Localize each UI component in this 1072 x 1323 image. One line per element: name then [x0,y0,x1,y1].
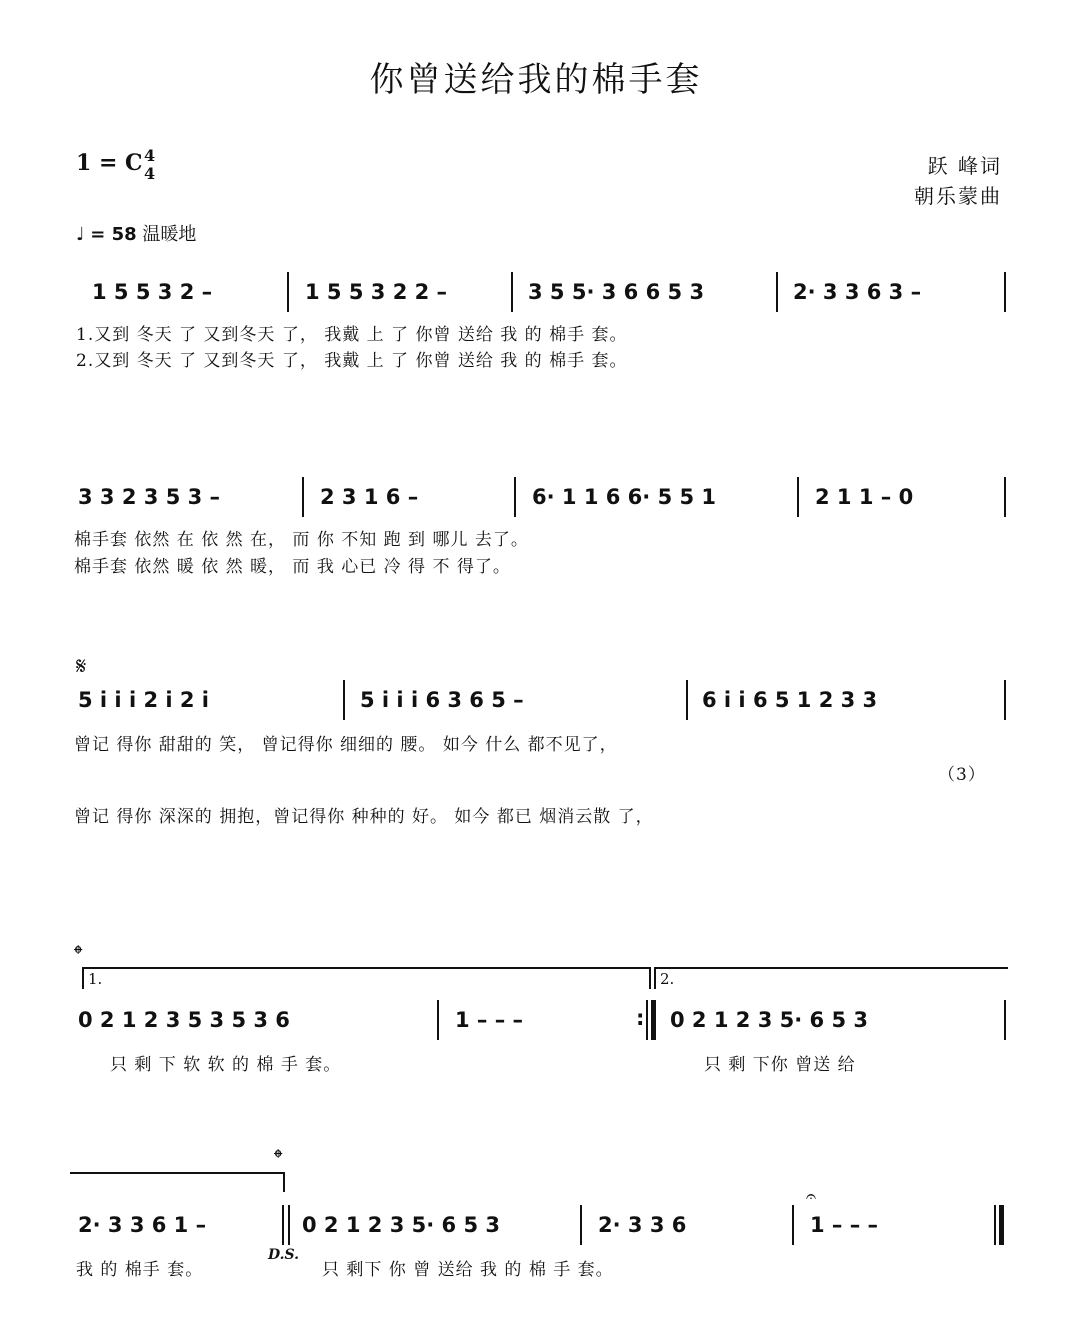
coda-icon: 𝄌 [274,1144,283,1172]
barline [1004,680,1006,720]
lyric-verse-2: 棉手套 依然 暖 依 然 暖， 而 我 心已 冷 得 不 得了。 [74,557,511,577]
volta-bracket-edge [654,967,656,989]
measure: 2· 3 3 6 1 – [78,1213,207,1237]
measure: 5 i i i 2 i 2 i [78,688,210,712]
measure: 1 – – – [810,1213,879,1237]
measure: 3 3 2 3 5 3 – [78,485,221,509]
lyric-verse-2: 2.又到 冬天 了 又到冬天 了， 我戴 上 了 你曾 送给 我 的 棉手 套。 [76,351,628,371]
segno-icon: 𝄋 [76,652,87,680]
barline [1004,1000,1006,1040]
barline [686,680,688,720]
measure: 2 3 1 6 – [320,485,419,509]
alt-note: （3） [938,765,986,785]
composer: 朝乐蒙曲 [914,184,1002,208]
tempo-value: = 58 [90,224,137,245]
final-barline [999,1205,1004,1245]
lyric-verse-1: 曾记 得你 甜甜的 笑， 曾记得你 细细的 腰。 如今 什么 都不见了， [74,735,618,755]
measure: 6 i i 6 5 1 2 3 3 [702,688,878,712]
fermata-icon: 𝄐 [806,1186,817,1207]
measure: 0 2 1 2 3 5· 6 5 3 [670,1008,868,1032]
lyric-line: 只 剩 下你 曾送 给 [704,1055,856,1075]
volta-2-label: 2. [660,970,675,988]
barline [511,272,513,312]
measure: 6· 1 1 6 6· 5 5 1 [532,485,717,509]
volta-bracket-edge [82,967,84,989]
measure: 2 1 1 – 0 [815,485,914,509]
barline [1004,272,1006,312]
time-top: 4 [144,146,156,165]
volta-bracket-edge [283,1172,285,1192]
barline [580,1205,582,1245]
quarter-note-icon: ♩ [76,224,85,245]
barline [302,477,304,517]
lyric-line: 我 的 棉手 套。 [76,1260,204,1280]
measure: 3 5 5· 3 6 6 5 3 [528,280,705,304]
measure: 2· 3 3 6 [598,1213,687,1237]
measure: 5 i i i 6 3 6 5 – [360,688,524,712]
lyric-verse-2: 曾记 得你 深深的 拥抱，曾记得你 种种的 好。 如今 都已 烟消云散 了， [74,807,654,827]
barline [797,477,799,517]
measure: 0 2 1 2 3 5· 6 5 3 [302,1213,500,1237]
repeat-dots: : [636,1006,645,1030]
volta-1-bracket [82,967,650,969]
time-bottom: 4 [144,164,156,183]
barline [776,272,778,312]
volta-1-label: 1. [88,970,103,988]
measure: 1 – – – [455,1008,524,1032]
double-barline [288,1205,290,1245]
barline [1004,477,1006,517]
volta-bracket-edge [649,967,651,989]
lyric-verse-1: 1.又到 冬天 了 又到冬天 了， 我戴 上 了 你曾 送给 我 的 棉手 套。 [76,325,628,345]
measure: 2· 3 3 6 3 – [793,280,922,304]
lyric-line: 只 剩 下 软 软 的 棉 手 套。 [110,1055,342,1075]
key-signature: 1 = C [76,150,143,176]
measure: 1 5 5 3 2 2 – [305,280,448,304]
measure: 0 2 1 2 3 5 3 5 3 6 [78,1008,290,1032]
measure: 1 5 5 3 2 – [92,280,213,304]
song-title: 你曾送给我的棉手套 [369,60,703,100]
repeat-barline [651,1000,656,1040]
tempo-marking [76,220,196,246]
lyric-line: 只 剩下 你 曾 送给 我 的 棉 手 套。 [322,1260,614,1280]
coda-icon: 𝄌 [74,940,83,968]
tempo-expression: 温暖地 [142,224,197,245]
barline [514,477,516,517]
volta-2-continuation [70,1172,284,1174]
barline [343,680,345,720]
ds-marking: D.S. [268,1247,300,1263]
lyric-verse-1: 棉手套 依然 在 依 然 在， 而 你 不知 跑 到 哪儿 去了。 [74,530,529,550]
barline [437,1000,439,1040]
barline [646,1000,648,1040]
volta-2-bracket [654,967,1008,969]
barline [994,1205,996,1245]
barline [287,272,289,312]
barline [282,1205,284,1245]
time-signature [144,147,155,183]
lyricist: 跃 峰词 [927,154,1002,178]
barline [792,1205,794,1245]
